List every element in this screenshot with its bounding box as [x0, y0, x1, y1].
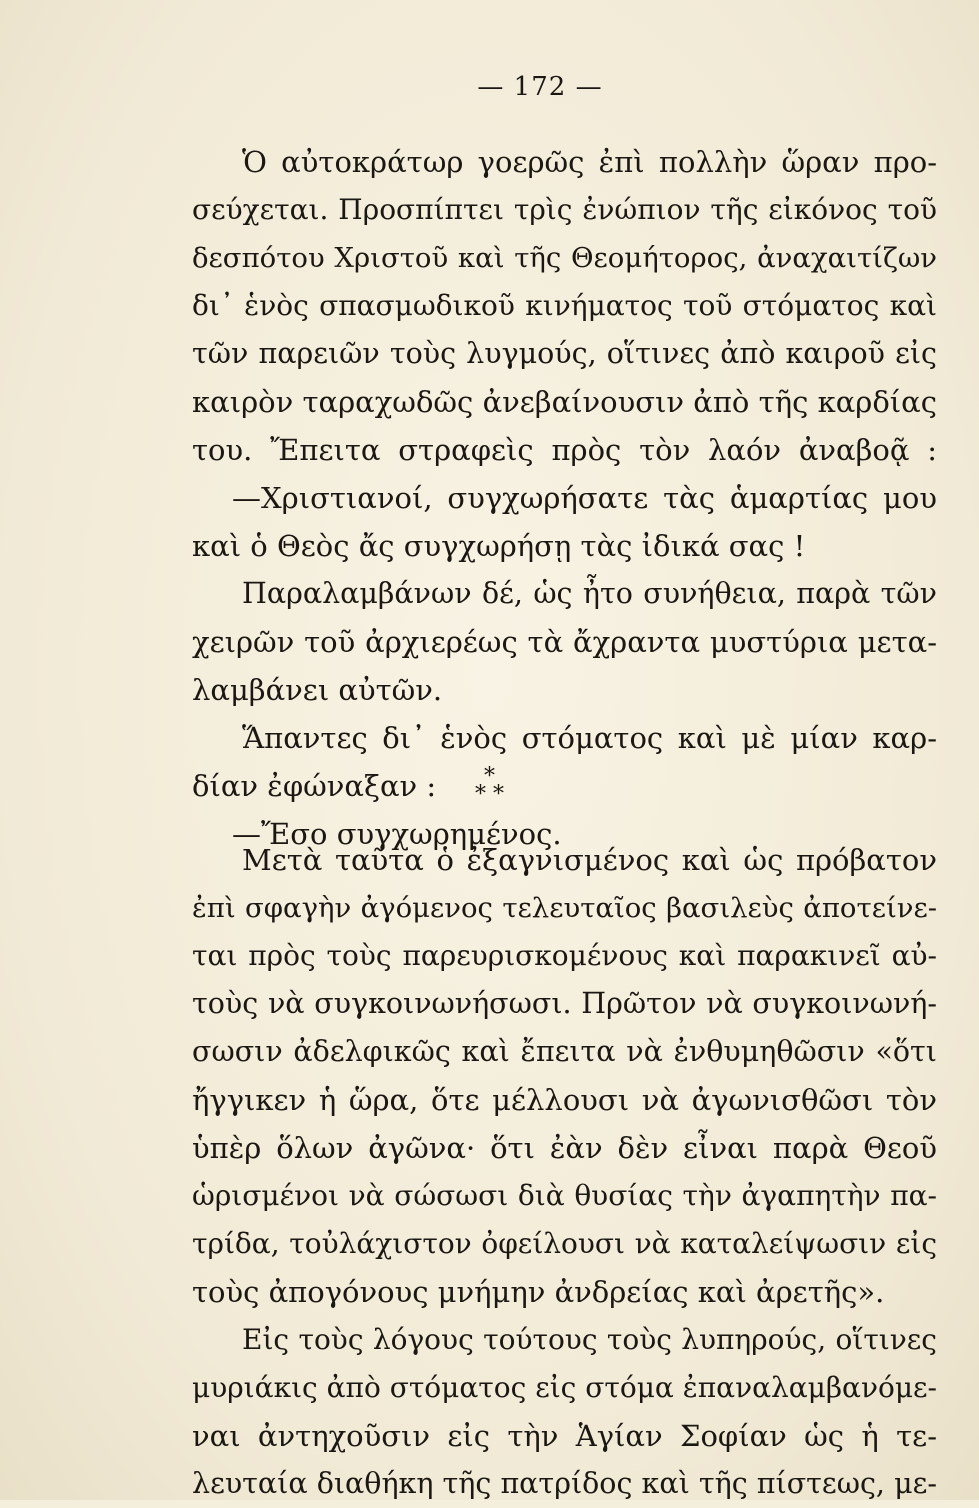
text-line: ὑπὲρ ὅλων ἀγῶνα· ὅτι ἐὰν δὲν εἶναι παρὰ Θεοῦ — [192, 1131, 937, 1165]
text-line: Εἰς τοὺς λόγους τούτους τοὺς λυπηρούς, οἵτινες — [242, 1323, 937, 1356]
text-line: ἐπὶ σφαγὴν ἀγόμενος τελευταῖος βασιλεὺς ἀποτείνε- — [192, 892, 937, 924]
separator-asterisk-bottom: * * — [475, 782, 504, 807]
text-line: μυριάκις ἀπὸ στόματος εἰς στόμα ἐπαναλαμβανόμε- — [192, 1371, 937, 1404]
section-separator — [0, 764, 979, 807]
text-line: ἤγγικεν ἡ ὥρα, ὅτε μέλλουσι νὰ ἀγωνισθῶσι τὸν — [192, 1083, 937, 1117]
text-line: σωσιν ἀδελφικῶς καὶ ἔπειτα νὰ ἐνθυμηθῶσιν «ὅτι — [192, 1035, 937, 1068]
text-line: —Χριστιανοί, συγχωρήσατε τὰς ἁμαρτίας μου — [232, 481, 937, 515]
text-block-upper — [192, 138, 937, 858]
text-line: ναι ἀντηχοῦσιν εἰς τὴν Ἁγίαν Σοφίαν ὡς ἡ τε- — [192, 1419, 937, 1453]
text-line: καιρὸν ταραχωδῶς ἀνεβαίνουσιν ἀπὸ τῆς καρδίας — [192, 385, 937, 419]
page-number: — 172 — — [477, 72, 603, 102]
separator-asterisk-top: * — [484, 764, 495, 789]
text-line: χειρῶν τοῦ ἀρχιερέως τὰ ἄχραντα μυστύρια μετα- — [192, 625, 937, 659]
text-line: λαμβάνει αὐτῶν. — [192, 673, 443, 707]
text-line: ὡρισμένοι νὰ σώσωσι διὰ θυσίας τὴν ἀγαπητὴν πα- — [192, 1179, 937, 1212]
text-line: Ὁ αὐτοκράτωρ γοερῶς ἐπὶ πολλὴν ὥραν προ- — [242, 145, 937, 179]
text-line: σεύχεται. Προσπίπτει τρὶς ἐνώπιον τῆς εἰκόνος τοῦ — [192, 193, 937, 226]
text-line: δεσπότου Χριστοῦ καὶ τῆς Θεομήτορος, ἀναχαιτίζων — [192, 242, 937, 274]
text-line: του. Ἔπειτα στραφεὶς πρὸς τὸν λαόν ἀναβοᾷ : — [192, 433, 937, 467]
text-line: τρίδα, τοὐλάχιστον ὀφείλουσι νὰ καταλείψωσιν εἰς — [192, 1227, 937, 1260]
text-line: δι᾽ ἑνὸς σπασμωδικοῦ κινήματος τοῦ στόματος καὶ — [192, 289, 937, 322]
text-line: Ἅπαντες δι᾽ ἑνὸς στόματος καὶ μὲ μίαν καρ- — [242, 721, 937, 755]
text-line: —Ἔσο συγχωρημένος. — [232, 817, 562, 851]
text-line: τῶν παρειῶν τοὺς λυγμούς, οἵτινες ἀπὸ καιροῦ εἰς — [192, 337, 937, 370]
text-line: τοὺς νὰ συγκοινωνήσωσι. Πρῶτον νὰ συγκοινωνή- — [192, 987, 937, 1020]
text-line: Παραλαμβάνων δέ, ὡς ἦτο συνήθεια, παρὰ τῶν — [242, 577, 937, 610]
text-block-lower — [192, 836, 937, 1508]
text-line: ται πρὸς τοὺς παρευρισκομένους καὶ παρακινεῖ αὐ- — [192, 939, 937, 972]
text-line: Μετὰ ταῦτα ὁ ἐξαγνισμένος καὶ ὡς πρόβατον — [242, 843, 937, 877]
text-line: δίαν ἐφώναξαν : — [192, 769, 437, 803]
text-line: τοὺς ἀπογόνους μνήμην ἀνδρείας καὶ ἀρετῆς». — [192, 1275, 885, 1309]
text-line: λευταία διαθήκη τῆς πατρίδος καὶ τῆς πίστεως, με- — [192, 1467, 937, 1500]
text-line: καὶ ὁ Θεὸς ἄς συγχωρήσῃ τὰς ἰδικά σας ! — [192, 529, 806, 563]
